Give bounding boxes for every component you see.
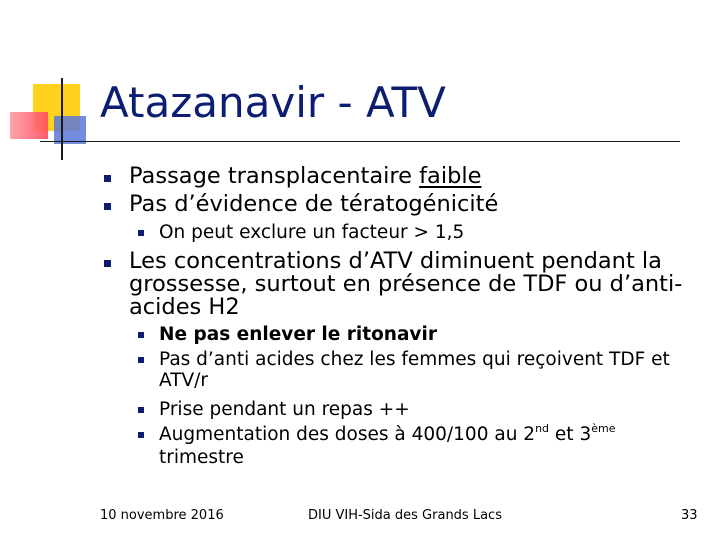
bullet-square-icon <box>104 175 111 182</box>
sub-bullet-dose-increase <box>159 424 615 445</box>
sub-bullet-factor: On peut exclure un facteur > 1,5 <box>159 222 465 243</box>
bullet-teratogenicity: Pas d’évidence de tératogénicité <box>129 191 499 217</box>
decor-vertical-line <box>61 78 63 160</box>
footer-date: 10 novembre 2016 <box>100 508 224 523</box>
sub-bullet-square-icon <box>138 357 144 363</box>
sub-bullet-dose-line2: trimestre <box>159 447 244 468</box>
dose-sup-eme: ème <box>591 422 616 435</box>
sub-bullet-square-icon <box>138 407 144 413</box>
bullet-square-icon <box>104 260 111 267</box>
footer-center-text: DIU VIH-Sida des Grands Lacs <box>308 508 502 523</box>
sub-bullet-meal: Prise pendant un repas ++ <box>159 399 410 420</box>
sub-bullet-square-icon <box>138 230 144 236</box>
sub-bullet-ritonavir: Ne pas enlever le ritonavir <box>159 324 437 345</box>
decor-red-square <box>10 112 48 139</box>
footer-page-number: 33 <box>681 508 698 523</box>
bullet-emphasis: faible <box>419 163 482 189</box>
decor-blue-square <box>54 116 86 144</box>
sub-bullet-antacids-line1: Pas d’anti acides chez les femmes qui reçoivent TDF et <box>159 349 670 370</box>
dose-text: Augmentation des doses à 400/100 au 2 <box>159 424 536 445</box>
sub-bullet-square-icon <box>138 432 144 438</box>
bullet-square-icon <box>104 203 111 210</box>
bullet-text: Passage transplacentaire <box>129 163 420 189</box>
sub-bullet-antacids-line2: ATV/r <box>159 370 209 391</box>
sub-bullet-square-icon <box>138 332 144 338</box>
bullet-concentrations-line3: acides H2 <box>129 294 240 320</box>
slide-title: Atazanavir - ATV <box>100 78 446 127</box>
bullet-concentrations-line1: Les concentrations d’ATV diminuent pendant la <box>129 248 662 274</box>
title-underline-rule <box>40 141 680 142</box>
bullet-concentrations-line2: grossesse, surtout en présence de TDF ou d’anti- <box>129 271 683 297</box>
dose-text-mid: et 3 <box>549 424 592 445</box>
bullet-transplacental <box>129 165 481 188</box>
dose-sup-nd: nd <box>535 422 550 435</box>
